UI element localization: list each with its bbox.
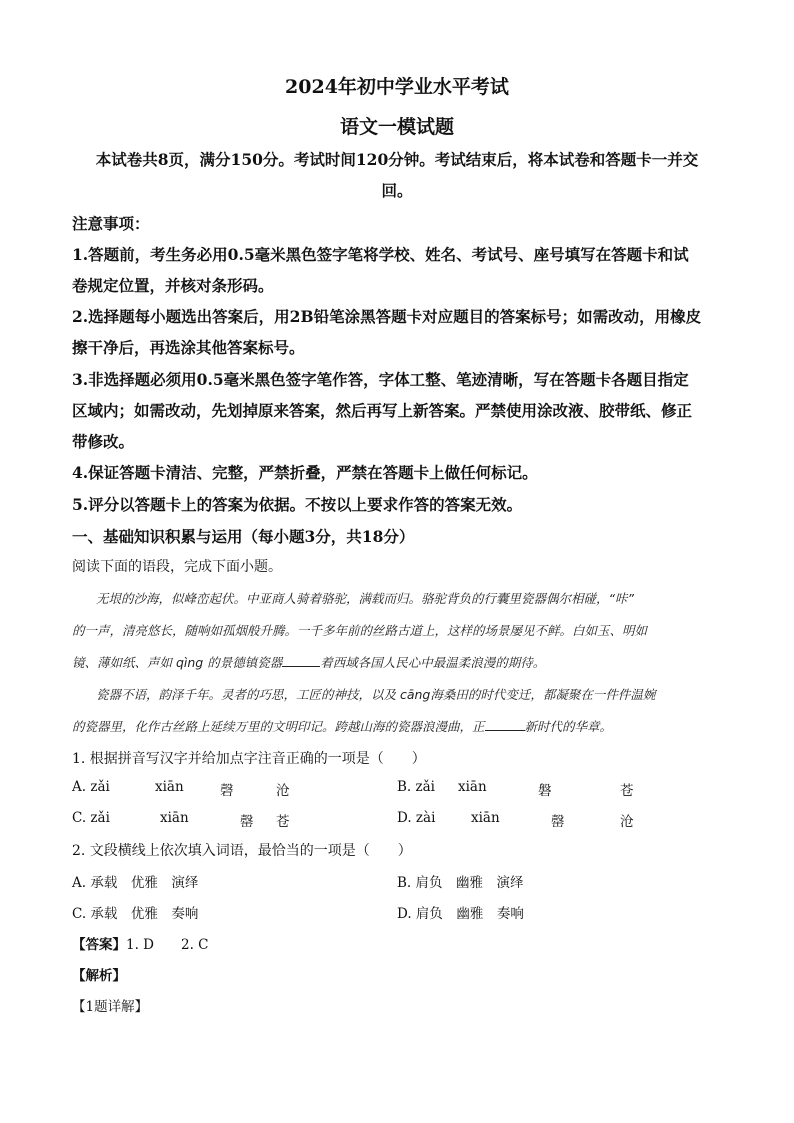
q2-option-a: A. 承载 优雅 演绎 <box>72 875 199 891</box>
q1-option-d: D. zài <box>397 810 436 826</box>
passage-p1-line3 <box>72 653 727 671</box>
q1-option-d-part: 沧 <box>620 814 634 830</box>
question-2-stem: 2. 文段横线上依次填入词语，最恰当的一项是（ ） <box>72 843 412 859</box>
intro-line-1: 本试卷共8页，满分150分。考试时间120分钟。考试结束后，将本试卷和答题卡一并交 <box>95 150 699 169</box>
passage-text: 的瓷器里，化作古丝路上延续万里的文明印记。跨越山海的瓷器浪漫曲，正 <box>72 719 485 734</box>
passage-text: 镜、薄如纸、声如 qìng 的景德镇瓷器 <box>72 655 283 670</box>
passage-p1-line2: 的一声，清亮悠长，随响如孤烟般升腾。一千多年前的丝路古道上，这样的场景屡见不鲜。白如玉、明如 <box>72 623 648 638</box>
notice-line: 带修改。 <box>72 432 135 451</box>
notice-line: 3.非选择题必须用0.5毫米黑色签字笔作答，字体工整、笔迹清晰，写在答题卡各题目指定 <box>72 370 689 389</box>
passage-p1-line1: 无垠的沙海，似峰峦起伏。中亚商人骑着骆驼，满载而归。骆驼背负的行囊里瓷器偶尔相碰，“咔” <box>96 591 634 606</box>
q1-option-c-part: xiān <box>160 810 189 826</box>
passage-p2-line2 <box>72 717 727 735</box>
notice-line: 1.答题前，考生务必用0.5毫米黑色签字笔将学校、姓名、考试号、座号填写在答题卡和试 <box>72 245 689 264</box>
answer-label: 【答案】 <box>72 937 126 953</box>
q1-option-b-part: 苍 <box>620 783 634 799</box>
exam-subtitle: 语文一模试题 <box>339 116 454 138</box>
q1-option-d-part: 罄 <box>551 814 565 830</box>
q1-option-a-part: 磬 <box>220 783 234 799</box>
q1-option-b: B. zǎi <box>397 779 435 795</box>
question-1-stem: 1. 根据拼音写汉字并给加点字注音正确的一项是（ ） <box>72 751 426 767</box>
q1-option-d-part: xiān <box>471 810 500 826</box>
passage-text: 着西域各国人民心中最温柔浪漫的期待。 <box>320 655 546 670</box>
exam-title: 2024年初中学业水平考试 <box>285 76 509 98</box>
passage-p2-line1: 瓷器不语，韵泽千年。灵者的巧思，工匠的神技，以及 cāng海桑田的时代变迁，都凝聚在一件件温婉 <box>96 687 656 702</box>
fill-blank-2 <box>485 718 525 731</box>
analysis-label: 【解析】 <box>72 968 126 984</box>
section-heading: 一、基础知识积累与运用（每小题3分，共18分） <box>72 527 415 546</box>
passage-text: 新时代的华章。 <box>524 719 613 734</box>
section-instruction: 阅读下面的语段，完成下面小题。 <box>72 559 282 575</box>
fill-blank-1 <box>282 654 320 667</box>
q2-option-d: D. 肩负 幽雅 奏响 <box>397 906 524 922</box>
notice-line: 卷规定位置，并核对条形码。 <box>72 276 274 295</box>
q1-option-c-part: 苍 <box>276 814 290 830</box>
answer-value: 1. D 2. C <box>126 937 209 953</box>
notice-line: 2.选择题每小题选出答案后，用2B铅笔涂黑答题卡对应题目的答案标号；如需改动，用橡皮 <box>72 307 702 326</box>
q1-option-c: C. zǎi <box>72 810 110 826</box>
q1-option-a: A. zǎi <box>72 779 110 795</box>
q1-option-a-part: xiān <box>155 779 184 795</box>
notice-line: 擦干净后，再选涂其他答案标号。 <box>72 338 305 357</box>
q1-option-b-part: xiān <box>458 779 487 795</box>
q2-option-c: C. 承载 优雅 奏响 <box>72 906 199 922</box>
notice-line: 5.评分以答题卡上的答案为依据。不按以上要求作答的答案无效。 <box>72 495 523 514</box>
q1-option-a-part: 沧 <box>276 783 290 799</box>
notice-line: 区域内；如需改动，先划掉原来答案，然后再写上新答案。严禁使用涂改液、胶带纸、修正 <box>72 401 693 420</box>
q1-option-b-part: 磐 <box>538 783 552 799</box>
q2-option-b: B. 肩负 幽雅 演绎 <box>397 875 524 891</box>
notice-heading: 注意事项： <box>72 214 150 233</box>
answer-line <box>72 933 209 953</box>
detail-label: 【1题详解】 <box>72 999 149 1015</box>
intro-line-2: 回。 <box>381 181 413 200</box>
notice-line: 4.保证答题卡清洁、完整，严禁折叠，严禁在答题卡上做任何标记。 <box>72 463 538 482</box>
q1-option-c-part: 罄 <box>240 814 254 830</box>
